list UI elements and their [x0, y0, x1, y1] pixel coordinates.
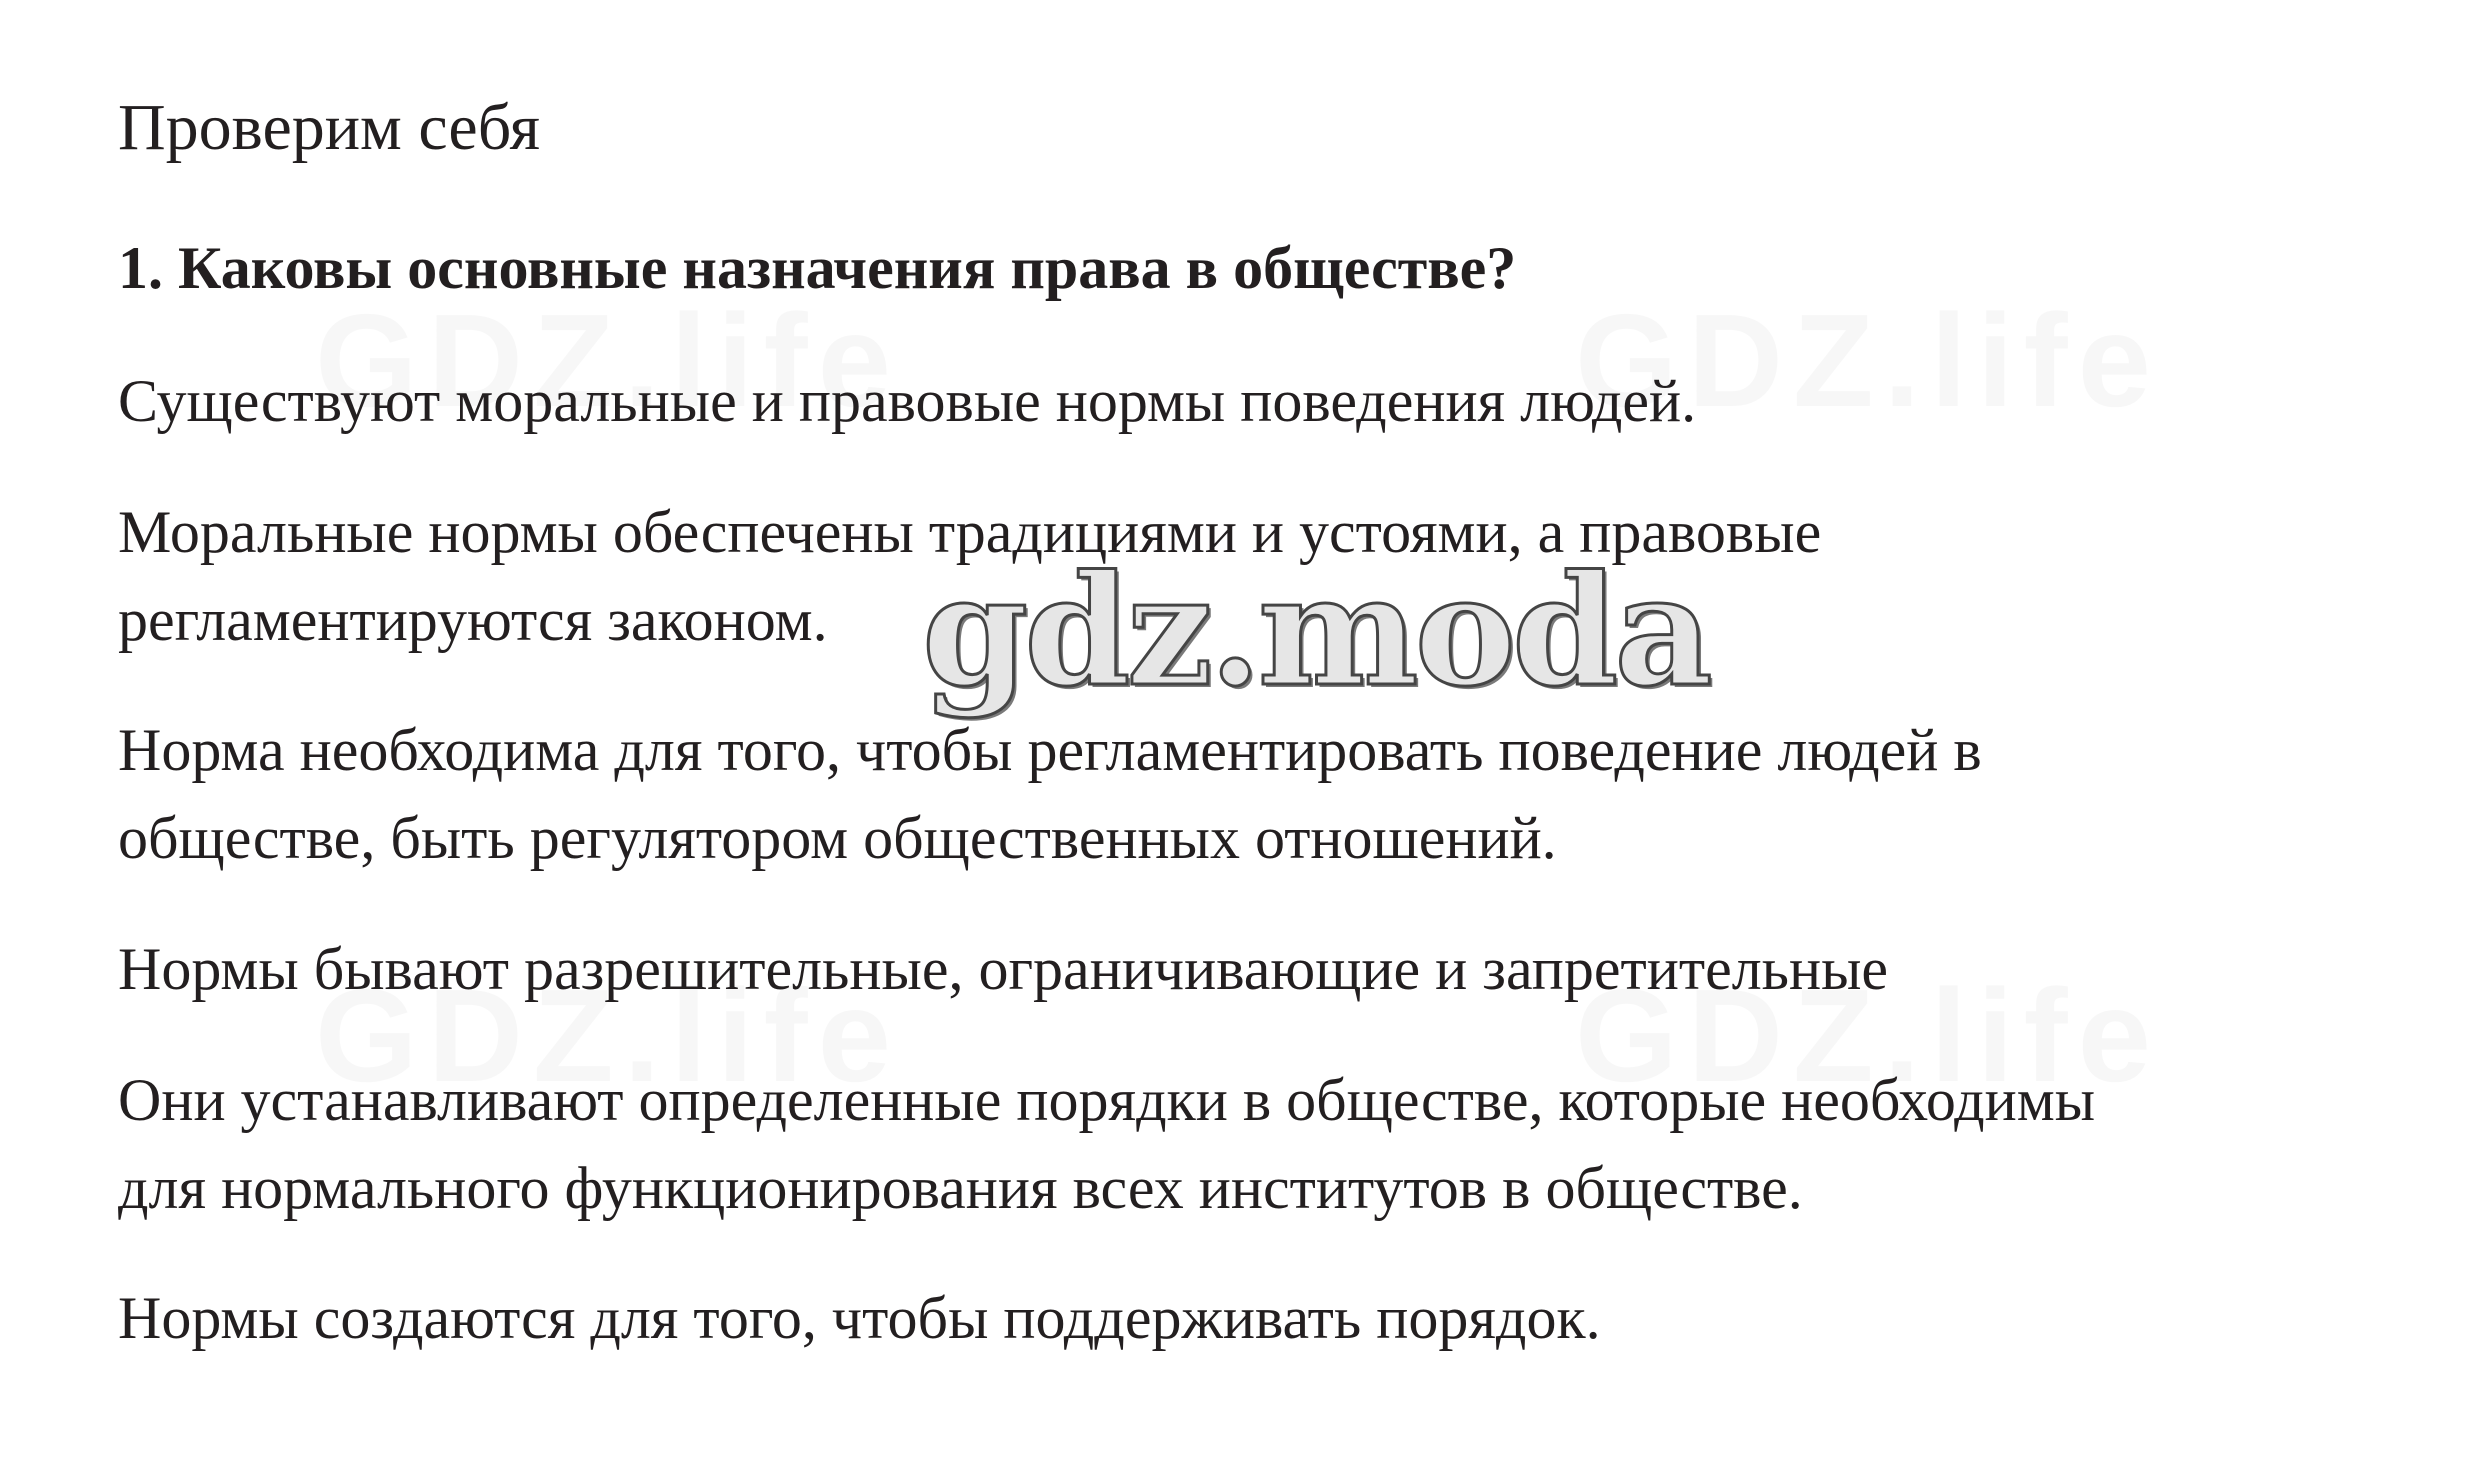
answer-paragraph — [118, 706, 1982, 882]
paragraph-line: Существуют моральные и правовые нормы поведения людей. — [118, 368, 1697, 434]
paragraph-line: регламентируются законом. — [118, 587, 828, 653]
answer-paragraph — [118, 1056, 2095, 1232]
paragraph-line: для нормального функционирования всех институтов в обществе. — [118, 1155, 1803, 1221]
paragraph-line: Норма необходима для того, чтобы регламентировать поведение людей в — [118, 717, 1982, 783]
gdz-moda-watermark: gdz.moda — [922, 541, 1709, 720]
paragraph-line: обществе, быть регулятором общественных отношений. — [118, 805, 1557, 871]
answer-paragraph — [118, 1274, 1601, 1362]
paragraph-line: Моральные нормы обеспечены традициями и устоями, а правовые — [118, 499, 1822, 565]
answer-paragraph — [118, 925, 1888, 1013]
answer-paragraph — [118, 357, 1696, 445]
question-title: 1. Каковы основные назначения права в обществе? — [118, 235, 1517, 301]
paragraph-line: Нормы бывают разрешительные, ограничивающие и запретительные — [118, 936, 1889, 1002]
paragraph-line: Они устанавливают определенные порядки в обществе, которые необходимы — [118, 1067, 2096, 1133]
section-heading: Проверим себя — [118, 91, 541, 164]
paragraph-line: Нормы создаются для того, чтобы поддерживать порядок. — [118, 1285, 1601, 1351]
